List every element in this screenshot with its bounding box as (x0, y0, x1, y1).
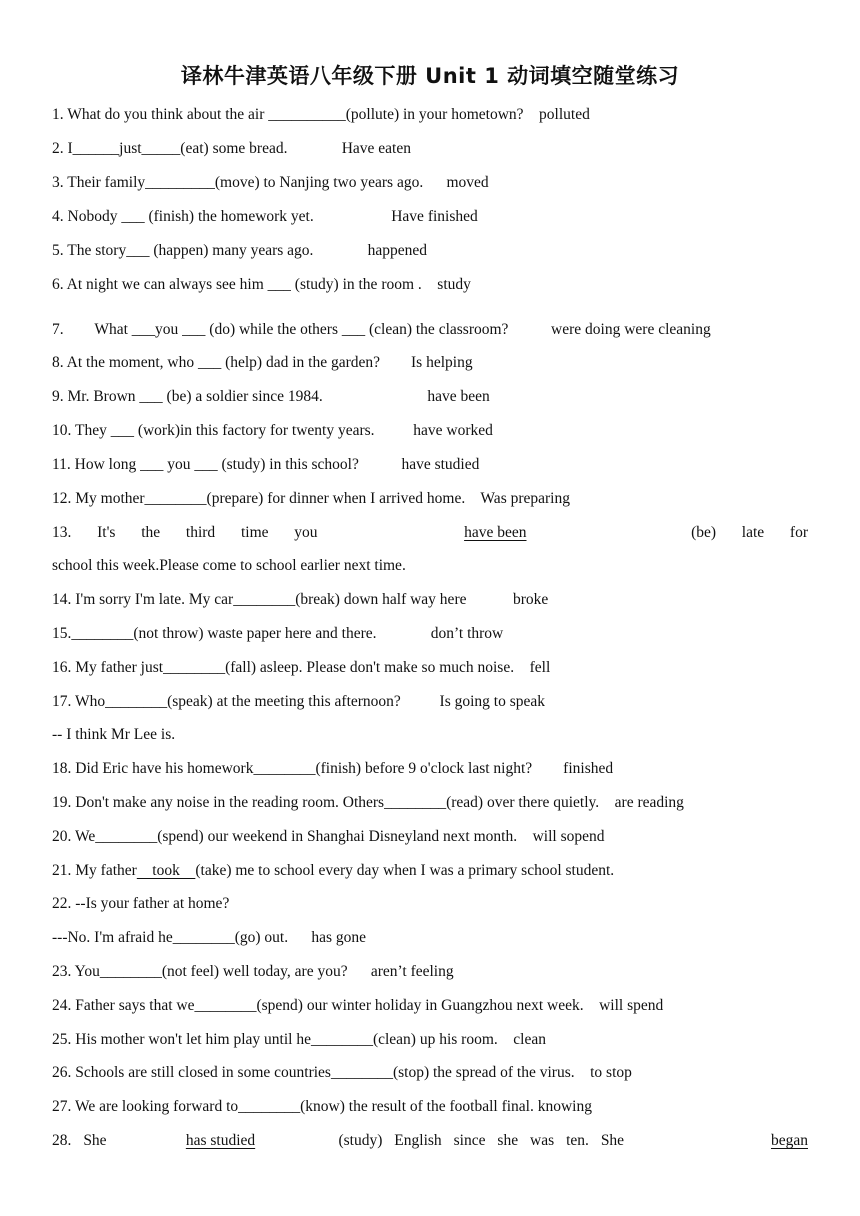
question-25: 25. His mother won't let him play until he________(clean) up his room. clean (52, 1031, 546, 1048)
question-26: 26. Schools are still closed in some countries________(stop) the spread of the virus. to stop (52, 1064, 632, 1081)
question-19: 19. Don't make any noise in the reading room. Others________(read) over there quietly. are reading (52, 794, 684, 811)
question-17: 17. Who________(speak) at the meeting this afternoon? Is going to speak (52, 693, 546, 710)
question-17-reply: -- I think Mr Lee is. (52, 726, 176, 743)
question-10: 10. They ___ (work)in this factory for twenty years. have worked (52, 422, 493, 439)
question-13-continued: school this week.Please come to school earlier next time. (52, 557, 406, 574)
question-6: 6. At night we can always see him ___ (study) in the room . study (52, 276, 471, 293)
q28-word: (study) (338, 1132, 383, 1149)
question-13 (52, 523, 808, 543)
q28-word: 28. (52, 1132, 72, 1149)
q13-word: 13. (52, 524, 72, 541)
q13-word: (be) (691, 524, 717, 541)
question-18: 18. Did Eric have his homework________(finish) before 9 o'clock last night? finished (52, 760, 614, 777)
question-2: 2. I______just_____(eat) some bread. Have eaten (52, 140, 411, 157)
q28-word: she (497, 1132, 519, 1149)
q28-word: since (453, 1132, 486, 1149)
q13-word: the (141, 524, 161, 541)
question-20: 20. We________(spend) our weekend in Shanghai Disneyland next month. will sopend (52, 828, 605, 845)
question-22-reply: ---No. I'm afraid he________(go) out. has gone (52, 929, 367, 946)
question-16: 16. My father just________(fall) asleep. Please don't make so much noise. fell (52, 659, 551, 676)
question-9: 9. Mr. Brown ___ (be) a soldier since 1984. have been (52, 388, 490, 405)
q13-word: third (185, 524, 216, 541)
question-23: 23. You________(not feel) well today, are you? aren’t feeling (52, 963, 454, 980)
q13-word: late (741, 524, 765, 541)
question-15: 15.________(not throw) waste paper here and there. don’t throw (52, 625, 504, 642)
page-title: 译林牛津英语八年级下册 Unit 1 动词填空随堂练习 (180, 64, 680, 88)
question-11: 11. How long ___ you ___ (study) in this school? have studied (52, 456, 480, 473)
question-28 (52, 1131, 808, 1151)
question-4: 4. Nobody ___ (finish) the homework yet. Have finished (52, 208, 478, 225)
question-1: 1. What do you think about the air __________(pollute) in your hometown? polluted (52, 106, 590, 123)
q28-word: was (530, 1132, 555, 1149)
q28-answer: has studied (185, 1132, 256, 1149)
q28-word: ten. (566, 1132, 589, 1149)
question-14: 14. I'm sorry I'm late. My car________(break) down half way here broke (52, 591, 549, 608)
q28-word: She (600, 1132, 625, 1149)
question-27: 27. We are looking forward to________(know) the result of the football final. knowing (52, 1098, 592, 1115)
question-12: 12. My mother________(prepare) for dinner when I arrived home. Was preparing (52, 490, 570, 507)
question-24: 24. Father says that we________(spend) our winter holiday in Guangzhou next week. will spend (52, 997, 664, 1014)
q13-word: time (240, 524, 269, 541)
q13-word: for (789, 524, 808, 541)
q28-word: She (83, 1132, 107, 1149)
q13-answer: have been (464, 524, 527, 541)
question-5: 5. The story___ (happen) many years ago. happened (52, 242, 428, 259)
question-8: 8. At the moment, who ___ (help) dad in the garden? Is helping (52, 354, 473, 371)
q13-word: you (294, 524, 318, 541)
question-3: 3. Their family_________(move) to Nanjing two years ago. moved (52, 174, 489, 191)
q21-prefix: 21. My father (52, 862, 137, 879)
q28-word: English (394, 1132, 442, 1149)
q28-answer-2: began (770, 1132, 808, 1149)
q13-word: It's (97, 524, 116, 541)
q21-suffix: (take) me to school every day when I was a primary school student. (195, 862, 615, 879)
question-22: 22. --Is your father at home? (52, 895, 230, 912)
question-21 (52, 861, 614, 881)
q21-answer: took (136, 862, 196, 879)
question-7: 7. What ___you ___ (do) while the others ___ (clean) the classroom? were doing were cleaning (52, 321, 711, 338)
